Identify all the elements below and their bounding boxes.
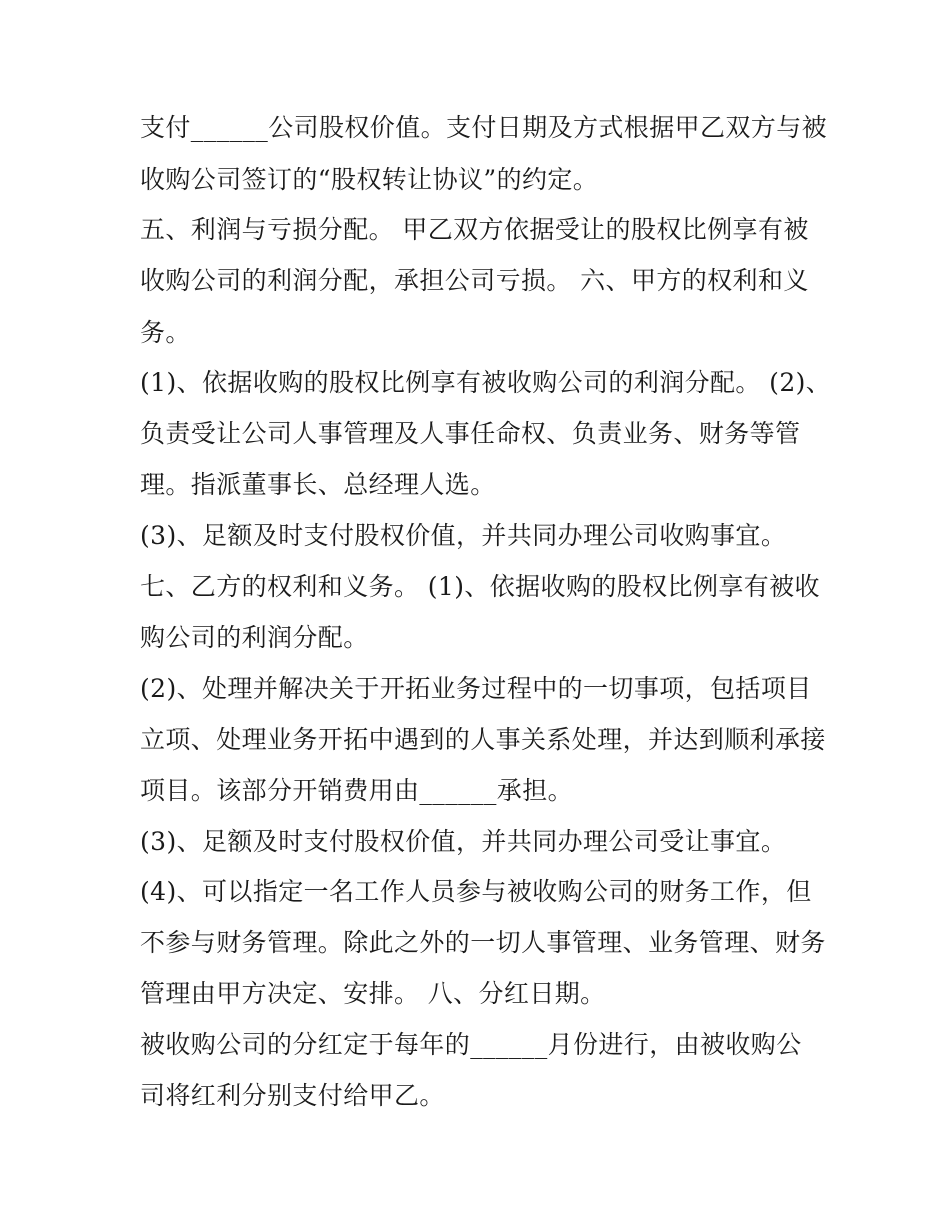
- text-line: 务。: [140, 318, 191, 347]
- text-line: 被收购公司的分红定于每年的______月份进行，由被收购公: [140, 1030, 802, 1059]
- text-line: 司将红利分别支付给甲乙。: [140, 1081, 445, 1110]
- text-line: 收购公司签订的“股权转让协议”的约定。: [140, 165, 599, 194]
- text-line: 不参与财务管理。除此之外的一切人事管理、业务管理、财务: [140, 928, 826, 957]
- text-line: 五、利润与亏损分配。 甲乙双方依据受让的股权比例享有被: [140, 215, 809, 244]
- text-line: 理。指派董事长、总经理人选。: [140, 470, 496, 499]
- text-line: 购公司的利润分配。: [140, 623, 369, 652]
- text-line: (4)、可以指定一名工作人员参与被收购公司的财务工作，但: [140, 877, 812, 906]
- text-line: 七、乙方的权利和义务。 (1)、依据收购的股权比例享有被收: [140, 572, 820, 601]
- text-line: 管理由甲方决定、安排。 八、分红日期。: [140, 979, 606, 1008]
- text-line: (3)、足额及时支付股权价值，并共同办理公司受让事宜。: [140, 827, 787, 856]
- text-line: 支付______公司股权价值。支付日期及方式根据甲乙双方与被: [140, 113, 828, 142]
- text-line: 立项、处理业务开拓中遇到的人事关系处理，并达到顺利承接: [140, 725, 826, 754]
- text-line: 项目。该部分开销费用由______承担。: [140, 776, 574, 805]
- text-line: 负责受让公司人事管理及人事任命权、负责业务、财务等管: [140, 419, 801, 448]
- text-line: (3)、足额及时支付股权价值，并共同办理公司收购事宜。: [140, 521, 787, 550]
- text-line: (2)、处理并解决关于开拓业务过程中的一切事项，包括项目: [140, 674, 812, 703]
- text-line: 收购公司的利润分配，承担公司亏损。 六、甲方的权利和义: [140, 266, 809, 295]
- text-line: (1)、依据收购的股权比例享有被收购公司的利润分配。 (2)、: [140, 368, 832, 397]
